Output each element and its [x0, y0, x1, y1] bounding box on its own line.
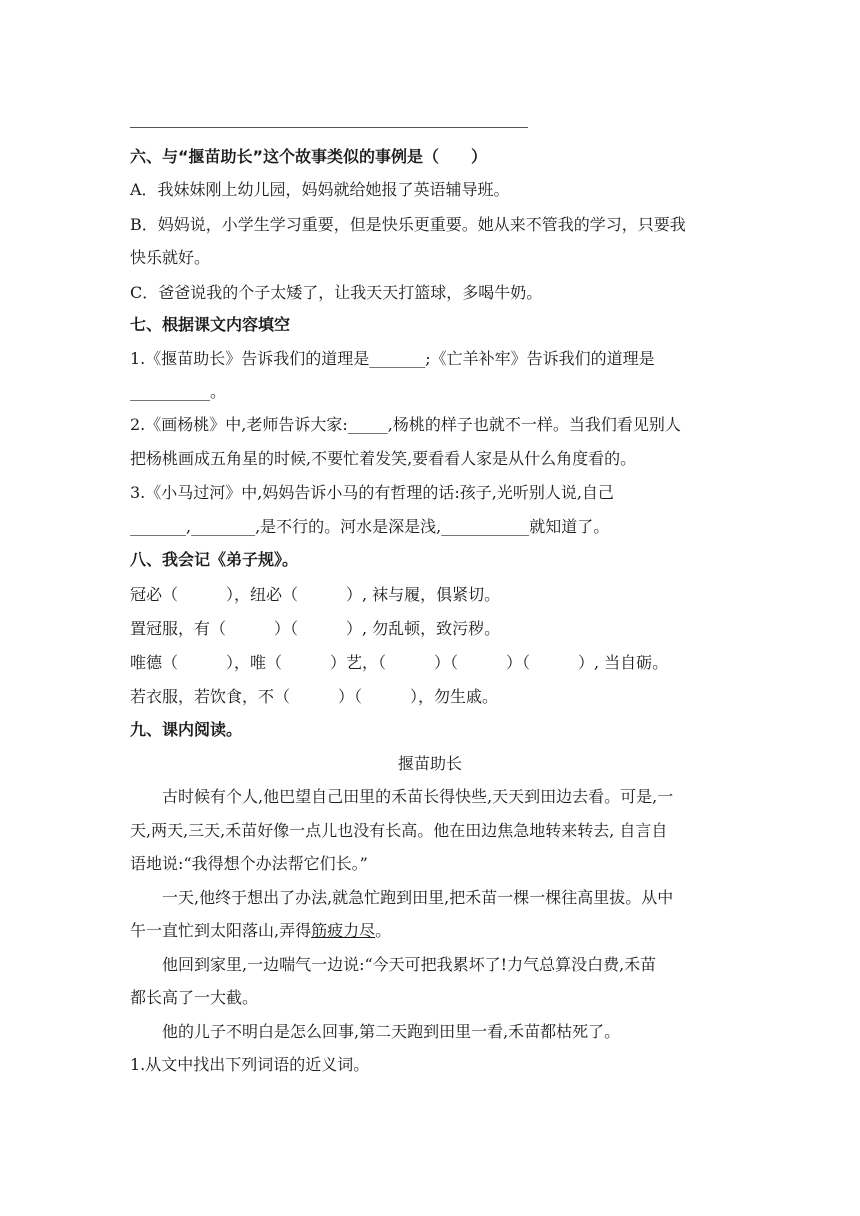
story-title: 揠苗助长 — [397, 754, 462, 773]
fill-q3-line2: _______,________,是不行的。河水是深是浅,___________就知道了。 — [130, 517, 610, 536]
fill-q3-line1: 3.《小马过河》中,妈妈告诉小马的有哲理的话:孩子,光听别人说,自己 — [130, 483, 614, 502]
option-c: C．爸爸说我的个子太矮了，让我天天打篮球，多喝牛奶。 — [130, 283, 543, 302]
dizigui-line2: 置冠服，有（ ）（ ）, 勿乱顿，致污秽。 — [130, 619, 501, 638]
story-p1-line3: 语地说:“我得想个办法帮它们长。” — [130, 854, 368, 873]
option-b-line1: B．妈妈说，小学生学习重要，但是快乐更重要。她从来不管我的学习，只要我 — [130, 215, 686, 234]
fill-q2-line2: 把杨桃画成五角星的时候,不要忙着发笑,要看看人家是从什么角度看的。 — [130, 449, 637, 468]
story-p3-line1: 他回到家里,一边喘气一边说:“今天可把我累坏了!力气总算没白费,禾苗 — [162, 955, 657, 974]
story-p2-text: 午一直忙到太阳落山,弄得 — [130, 921, 312, 940]
story-p1-line1: 古时候有个人,他巴望自己田里的禾苗长得快些,天天到田边去看。可是,一 — [162, 787, 674, 806]
option-b-line2: 快乐就好。 — [130, 248, 211, 267]
story-p2-line2 — [130, 921, 391, 941]
story-p2-end: 。 — [375, 921, 392, 940]
section-9-heading: 九、课内阅读。 — [130, 720, 243, 739]
section-8-heading: 八、我会记《弟子规》。 — [130, 550, 299, 569]
story-p4: 他的儿子不明白是怎么回事,第二天跑到田里一看,禾苗都枯死了。 — [162, 1022, 621, 1041]
story-p3-line2: 都长高了一大截。 — [130, 988, 259, 1007]
dizigui-line4: 若衣服，若饮食，不（ ）（ ），勿生戚。 — [130, 687, 499, 706]
fill-q1-line1: 1.《揠苗助长》告诉我们的道理是_______;《亡羊补牢》告诉我们的道理是 — [130, 349, 655, 368]
fill-q2-line1: 2.《画杨桃》中,老师告诉大家:_____,杨桃的样子也就不一样。当我们看见别人 — [130, 415, 681, 434]
story-p2-line1: 一天,他终于想出了办法,就急忙跑到田里,把禾苗一棵一棵往高里拔。从中 — [162, 888, 674, 907]
section-7-heading: 七、根据课文内容填空 — [130, 315, 291, 334]
section-6-heading: 六、与“揠苗助长”这个故事类似的事例是（ ） — [130, 147, 488, 166]
dizigui-line3: 唯德（ ），唯（ ）艺，（ ）（ ）（ ）, 当自砺。 — [130, 653, 669, 672]
story-p1-line2: 天,两天,三天,禾苗好像一点儿也没有长高。他在田边焦急地转来转去, 自言自 — [130, 821, 668, 840]
option-a: A．我妹妹刚上幼儿园，妈妈就给她报了英语辅导班。 — [130, 180, 510, 199]
fill-q1-line2: __________。 — [130, 382, 227, 401]
dizigui-line1: 冠必（ ），纽必（ ）, 袜与履，俱紧切。 — [130, 585, 501, 604]
underlined-phrase: 筋疲力尽 — [311, 921, 376, 940]
divider-line — [130, 127, 528, 128]
reading-q1: 1.从文中找出下列词语的近义词。 — [130, 1055, 370, 1074]
